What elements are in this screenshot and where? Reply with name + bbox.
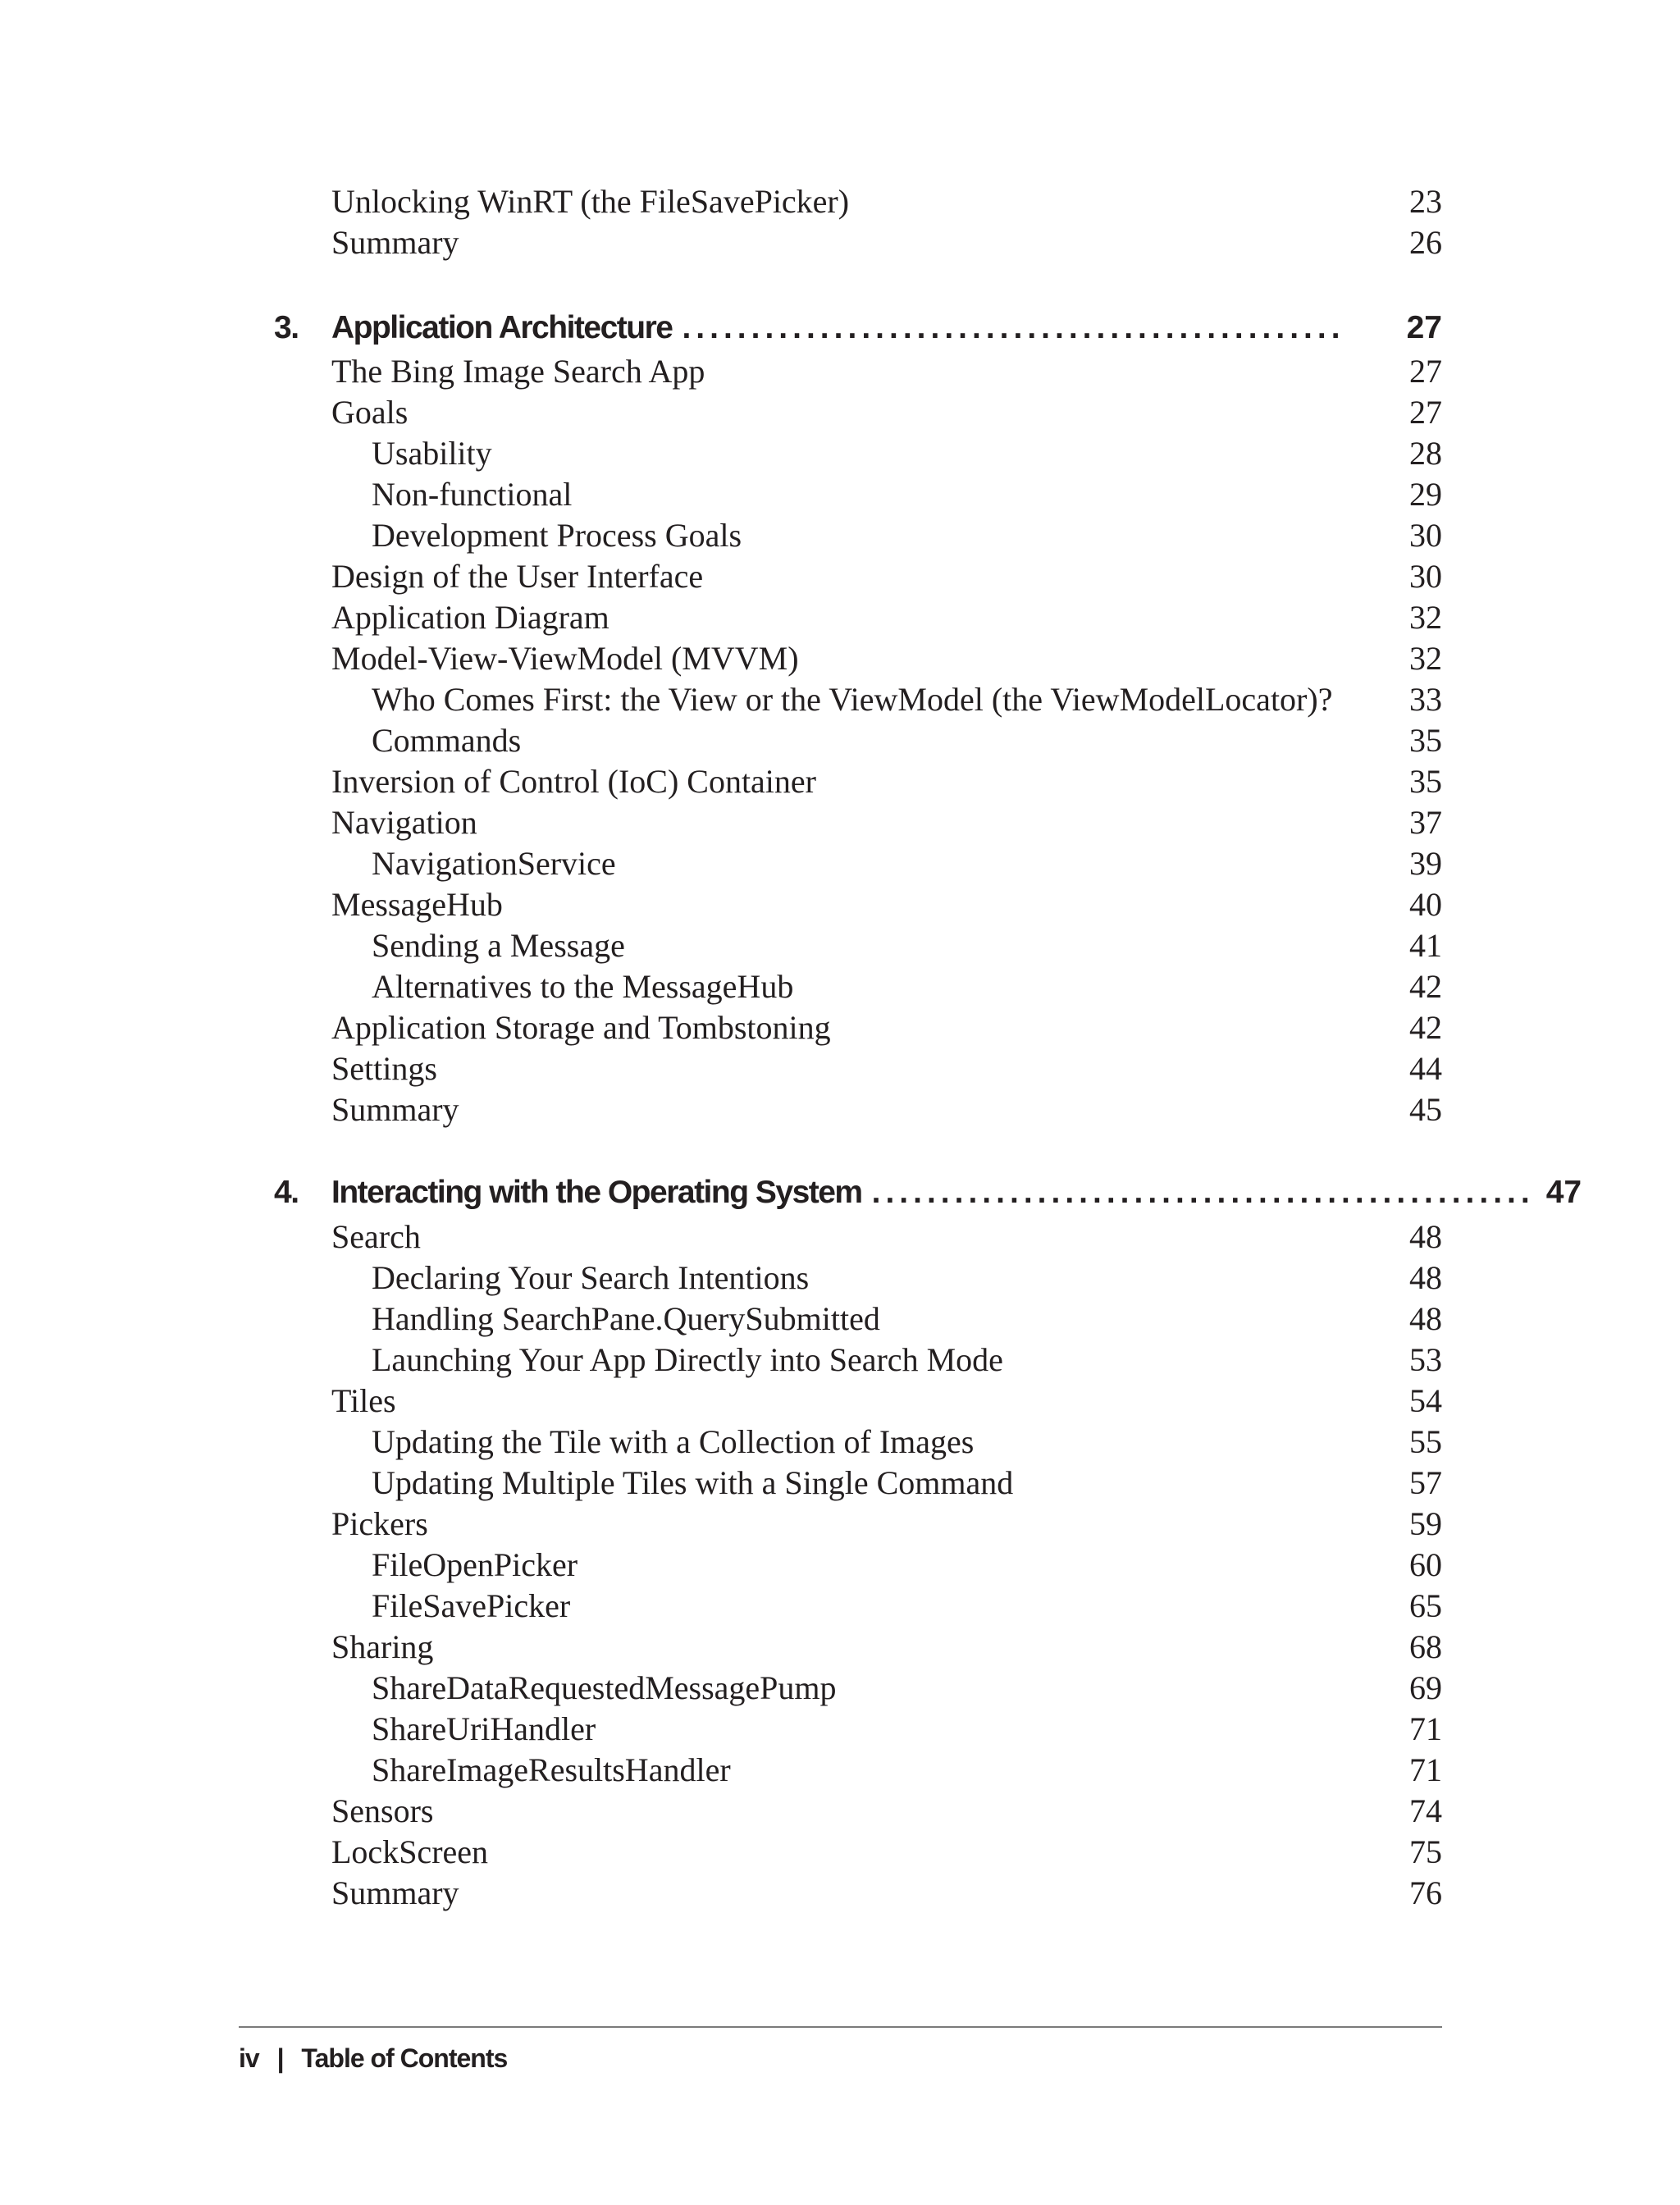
- toc-entry-page: 54: [1409, 1382, 1442, 1419]
- toc-subentry[interactable]: [372, 1545, 1442, 1586]
- toc-entry-page: 48: [1409, 1300, 1442, 1337]
- toc-entry-title: Navigation: [331, 804, 477, 841]
- toc-subentry[interactable]: [372, 966, 1442, 1007]
- toc-entry-page: 35: [1409, 763, 1442, 800]
- toc-entry-title: Who Comes First: the View or the ViewModel (the ViewModelLocator)?: [372, 681, 1333, 718]
- toc-subentry[interactable]: [372, 925, 1442, 966]
- toc-subentry[interactable]: [372, 1463, 1442, 1504]
- toc-entry[interactable]: [331, 181, 1442, 222]
- toc-entry-page: 40: [1409, 886, 1442, 923]
- toc-entry[interactable]: [331, 1791, 1442, 1832]
- toc-entry[interactable]: [331, 597, 1442, 638]
- toc-subentry[interactable]: [372, 1709, 1442, 1750]
- toc-entry-title: Application Diagram: [331, 599, 609, 636]
- toc-entry-page: 27: [1409, 394, 1442, 431]
- toc-entry-page: 65: [1409, 1587, 1442, 1624]
- toc-entry-page: 74: [1409, 1792, 1442, 1829]
- toc-subentry[interactable]: [372, 1586, 1442, 1627]
- toc-entry[interactable]: [331, 1504, 1442, 1545]
- toc-subentry[interactable]: [372, 1668, 1442, 1709]
- dot-leader: ................................................: [871, 1175, 1535, 1210]
- toc-entry-page: 53: [1409, 1341, 1442, 1378]
- toc-entry[interactable]: [331, 1089, 1442, 1130]
- footer-rule: [239, 2026, 1442, 2028]
- toc-entry-page: 48: [1409, 1259, 1442, 1296]
- toc-subentry[interactable]: [372, 1299, 1442, 1340]
- toc-entry-page: 71: [1409, 1751, 1442, 1788]
- toc-entry-title: The Bing Image Search App: [331, 353, 705, 390]
- toc-subentry[interactable]: [372, 1422, 1442, 1463]
- toc-entry[interactable]: [331, 638, 1442, 679]
- toc-entry-title: Usability: [372, 435, 492, 472]
- toc-entry-title: Model-View-ViewModel (MVVM): [331, 640, 799, 677]
- toc-subentry[interactable]: [372, 843, 1442, 884]
- toc-entry-page: 26: [1409, 224, 1442, 261]
- toc-entry-page: 29: [1409, 476, 1442, 513]
- toc-subentry[interactable]: [372, 515, 1442, 556]
- toc-subentry[interactable]: [372, 474, 1442, 515]
- toc-entry-title: LockScreen: [331, 1833, 489, 1870]
- toc-entry-page: 76: [1409, 1874, 1442, 1911]
- toc-entry-title: Sending a Message: [372, 927, 625, 964]
- toc-entry-title: ShareImageResultsHandler: [372, 1751, 731, 1788]
- toc-entry-title: Application Storage and Tombstoning: [331, 1009, 831, 1046]
- chapter-heading[interactable]: [274, 1170, 1582, 1216]
- toc-entry-title: Non-functional: [372, 476, 573, 513]
- toc-entry[interactable]: [331, 802, 1442, 843]
- toc-entry[interactable]: [331, 392, 1442, 433]
- toc-entry-title: Settings: [331, 1050, 437, 1087]
- toc-subentry[interactable]: [372, 1340, 1442, 1381]
- toc-entry[interactable]: [331, 761, 1442, 802]
- toc-entry-title: Sensors: [331, 1792, 434, 1829]
- toc-entry[interactable]: [331, 884, 1442, 925]
- toc-entry-title: Commands: [372, 722, 522, 759]
- running-section-title: Table of Contents: [301, 2043, 508, 2073]
- toc-entry-page: 45: [1409, 1091, 1442, 1128]
- toc-entry-title: ShareUriHandler: [372, 1710, 596, 1747]
- toc-entry-title: Launching Your App Directly into Search Mode: [372, 1341, 1003, 1378]
- toc-entry-title: Alternatives to the MessageHub: [372, 968, 794, 1005]
- toc-entry[interactable]: [331, 222, 1442, 263]
- toc-entry-page: 48: [1409, 1218, 1442, 1255]
- chapter-number: 3.: [274, 310, 299, 345]
- toc-entry[interactable]: [331, 556, 1442, 597]
- toc-entry-title: Updating Multiple Tiles with a Single Command: [372, 1464, 1014, 1501]
- toc-entry-title: Summary: [331, 1874, 459, 1911]
- toc-entry-page: 75: [1409, 1833, 1442, 1870]
- toc-entry-title: Design of the User Interface: [331, 558, 704, 595]
- toc-entry[interactable]: [331, 1832, 1442, 1873]
- toc-entry-page: 42: [1409, 968, 1442, 1005]
- toc-entry-page: 23: [1409, 183, 1442, 220]
- toc-entry-title: ShareDataRequestedMessagePump: [372, 1669, 837, 1706]
- toc-subentry[interactable]: [372, 1258, 1442, 1299]
- page-footer: [239, 2038, 507, 2079]
- toc-entry-title: FileSavePicker: [372, 1587, 571, 1624]
- chapter-page: 47: [1545, 1175, 1582, 1210]
- toc-entry-title: MessageHub: [331, 886, 503, 923]
- toc-entry[interactable]: [331, 1217, 1442, 1258]
- toc-entry-page: 37: [1409, 804, 1442, 841]
- chapter-number: 4.: [274, 1175, 299, 1210]
- toc-entry-page: 35: [1409, 722, 1442, 759]
- toc-entry-title: Unlocking WinRT (the FileSavePicker): [331, 183, 850, 220]
- toc-subentry[interactable]: [372, 720, 1442, 761]
- toc-entry-title: Inversion of Control (IoC) Container: [331, 763, 816, 800]
- toc-entry-page: 71: [1409, 1710, 1442, 1747]
- toc-entry-title: Tiles: [331, 1382, 396, 1419]
- footer-separator: |: [276, 2043, 284, 2073]
- chapter-heading[interactable]: [274, 305, 1442, 351]
- toc-entry-page: 30: [1409, 517, 1442, 554]
- toc-subentry[interactable]: [372, 433, 1442, 474]
- chapter-page: 27: [1406, 310, 1442, 345]
- toc-entry[interactable]: [331, 1627, 1442, 1668]
- toc-entry-page: 39: [1409, 845, 1442, 882]
- toc-entry-title: Development Process Goals: [372, 517, 742, 554]
- toc-entry-title: Updating the Tile with a Collection of Images: [372, 1423, 975, 1460]
- toc-entry-page: 55: [1409, 1423, 1442, 1460]
- page-number-label: iv: [239, 2043, 259, 2073]
- toc-entry[interactable]: [331, 1048, 1442, 1089]
- toc-entry-title: FileOpenPicker: [372, 1546, 578, 1583]
- toc-entry-title: Goals: [331, 394, 409, 431]
- toc-entry[interactable]: [331, 1007, 1442, 1048]
- toc-entry-page: 59: [1409, 1505, 1442, 1542]
- toc-entry-title: Declaring Your Search Intentions: [372, 1259, 810, 1296]
- toc-entry-page: 60: [1409, 1546, 1442, 1583]
- toc-entry-page: 44: [1409, 1050, 1442, 1087]
- toc-entry-title: Pickers: [331, 1505, 428, 1542]
- toc-entry-title: Handling SearchPane.QuerySubmitted: [372, 1300, 880, 1337]
- toc-entry-page: 42: [1409, 1009, 1442, 1046]
- toc-entry-title: Summary: [331, 224, 459, 261]
- toc-entry-page: 41: [1409, 927, 1442, 964]
- toc-entry-page: 30: [1409, 558, 1442, 595]
- toc-subentry[interactable]: [372, 679, 1442, 720]
- toc-entry-title: NavigationService: [372, 845, 616, 882]
- toc-entry-page: 68: [1409, 1628, 1442, 1665]
- toc-entry-page: 28: [1409, 435, 1442, 472]
- toc-entry-title: Summary: [331, 1091, 459, 1128]
- dot-leader: ................................................: [682, 310, 1345, 345]
- toc-entry-page: 32: [1409, 640, 1442, 677]
- toc-entry-page: 32: [1409, 599, 1442, 636]
- toc-entry-title: Search: [331, 1218, 421, 1255]
- chapter-title: Interacting with the Operating System: [331, 1175, 862, 1210]
- chapter-title: Application Architecture: [331, 310, 673, 345]
- toc-subentry[interactable]: [372, 1750, 1442, 1791]
- toc-entry-page: 57: [1409, 1464, 1442, 1501]
- toc-entry-title: Sharing: [331, 1628, 434, 1665]
- toc-entry[interactable]: [331, 1381, 1442, 1422]
- toc-entry[interactable]: [331, 1873, 1442, 1914]
- toc-entry-page: 69: [1409, 1669, 1442, 1706]
- toc-entry[interactable]: [331, 351, 1442, 392]
- toc-entry-page: 33: [1409, 681, 1442, 718]
- toc-entry-page: 27: [1409, 353, 1442, 390]
